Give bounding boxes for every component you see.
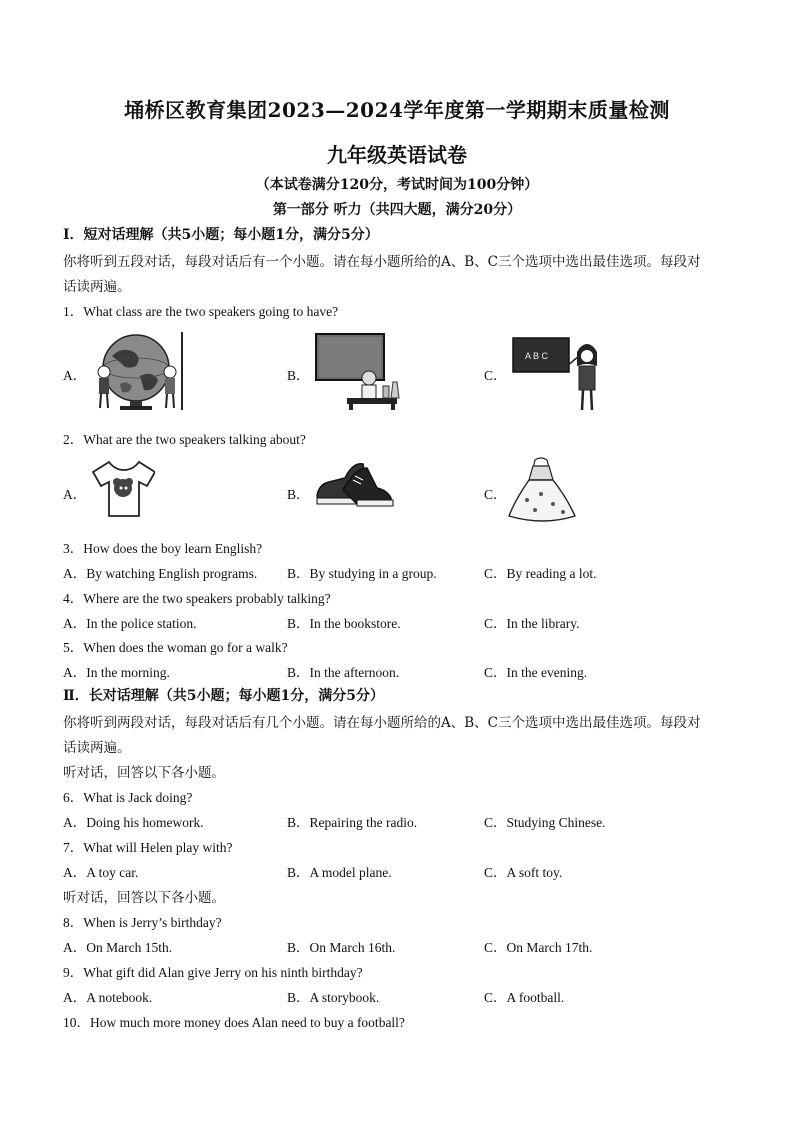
english-teacher-image — [511, 334, 607, 414]
section2-instruction-line1: 你将听到两段对话，每段对话后有几个小题。请在每小题所给的A、B、C三个选项中选出最佳选项。每段对 — [63, 715, 701, 731]
q9-option-b: B．A storybook. — [287, 990, 380, 1005]
q1-option-c-label: C． — [484, 368, 507, 383]
question-4: 4．Where are the two speakers probably talking? — [63, 591, 331, 606]
question-7: 7．What will Helen play with? — [63, 840, 233, 855]
question-9: 9．What gift did Alan give Jerry on his ninth birthday? — [63, 965, 363, 980]
q2-option-c-label: C． — [484, 487, 507, 502]
dress-image — [507, 456, 579, 524]
section2-heading: Ⅱ．长对话理解（共5小题；每小题1分，满分5分） — [63, 688, 385, 704]
section2-instruction-line2: 话读两遍。 — [63, 740, 131, 756]
question-10: 10．How much more money does Alan need to buy a football? — [63, 1015, 405, 1030]
question-5: 5．When does the woman go for a walk? — [63, 640, 288, 655]
question-6: 6．What is Jack doing? — [63, 790, 193, 805]
listen-prompt-2: 听对话，回答以下各小题。 — [63, 890, 225, 906]
exam-note: （本试卷满分120分，考试时间为100分钟） — [255, 177, 539, 193]
question-8: 8．When is Jerry’s birthday? — [63, 915, 222, 930]
question-3: 3．How does the boy learn English? — [63, 541, 263, 556]
q7-option-a: A．A toy car. — [63, 865, 139, 880]
q6-option-b: B．Repairing the radio. — [287, 815, 418, 830]
q5-option-a: A．In the morning. — [63, 665, 170, 680]
globe-kids-image — [90, 328, 186, 412]
section1-heading: Ⅰ．短对话理解（共5小题；每小题1分，满分5分） — [63, 227, 379, 243]
q7-option-c: C．A soft toy. — [484, 865, 563, 880]
q1-option-a-label: A． — [63, 368, 87, 383]
chalkboard-text: A B C — [525, 351, 549, 361]
sneakers-image — [313, 460, 395, 514]
part-heading: 第一部分 听力（共四大题，满分20分） — [272, 202, 522, 218]
q3-option-a: A．By watching English programs. — [63, 566, 258, 581]
tshirt-image — [91, 458, 155, 520]
q4-option-b: B．In the bookstore. — [287, 616, 401, 631]
exam-subtitle: 九年级英语试卷 — [327, 143, 467, 167]
q8-option-b: B．On March 16th. — [287, 940, 396, 955]
q3-option-b: B．By studying in a group. — [287, 566, 437, 581]
q7-option-b: B．A model plane. — [287, 865, 392, 880]
science-teacher-image — [313, 332, 407, 412]
question-2: 2．What are the two speakers talking about? — [63, 432, 306, 447]
exam-title: 埇桥区教育集团2023—2024学年度第一学期期末质量检测 — [124, 98, 670, 122]
q8-option-a: A．On March 15th. — [63, 940, 173, 955]
q4-option-a: A．In the police station. — [63, 616, 197, 631]
q6-option-c: C．Studying Chinese. — [484, 815, 606, 830]
q2-option-a-label: A． — [63, 487, 87, 502]
q1-option-b-label: B． — [287, 368, 310, 383]
q5-option-c: C．In the evening. — [484, 665, 588, 680]
q6-option-a: A．Doing his homework. — [63, 815, 204, 830]
q9-option-a: A．A notebook. — [63, 990, 153, 1005]
section1-instruction-line1: 你将听到五段对话，每段对话后有一个小题。请在每小题所给的A、B、C三个选项中选出最佳选项。每段对 — [63, 254, 701, 270]
q8-option-c: C．On March 17th. — [484, 940, 593, 955]
q4-option-c: C．In the library. — [484, 616, 580, 631]
section1-instruction-line2: 话读两遍。 — [63, 279, 131, 295]
q2-option-b-label: B． — [287, 487, 310, 502]
q5-option-b: B．In the afternoon. — [287, 665, 400, 680]
q9-option-c: C．A football. — [484, 990, 565, 1005]
q3-option-c: C．By reading a lot. — [484, 566, 597, 581]
listen-prompt-1: 听对话，回答以下各小题。 — [63, 765, 225, 781]
question-1: 1．What class are the two speakers going to have? — [63, 304, 339, 319]
